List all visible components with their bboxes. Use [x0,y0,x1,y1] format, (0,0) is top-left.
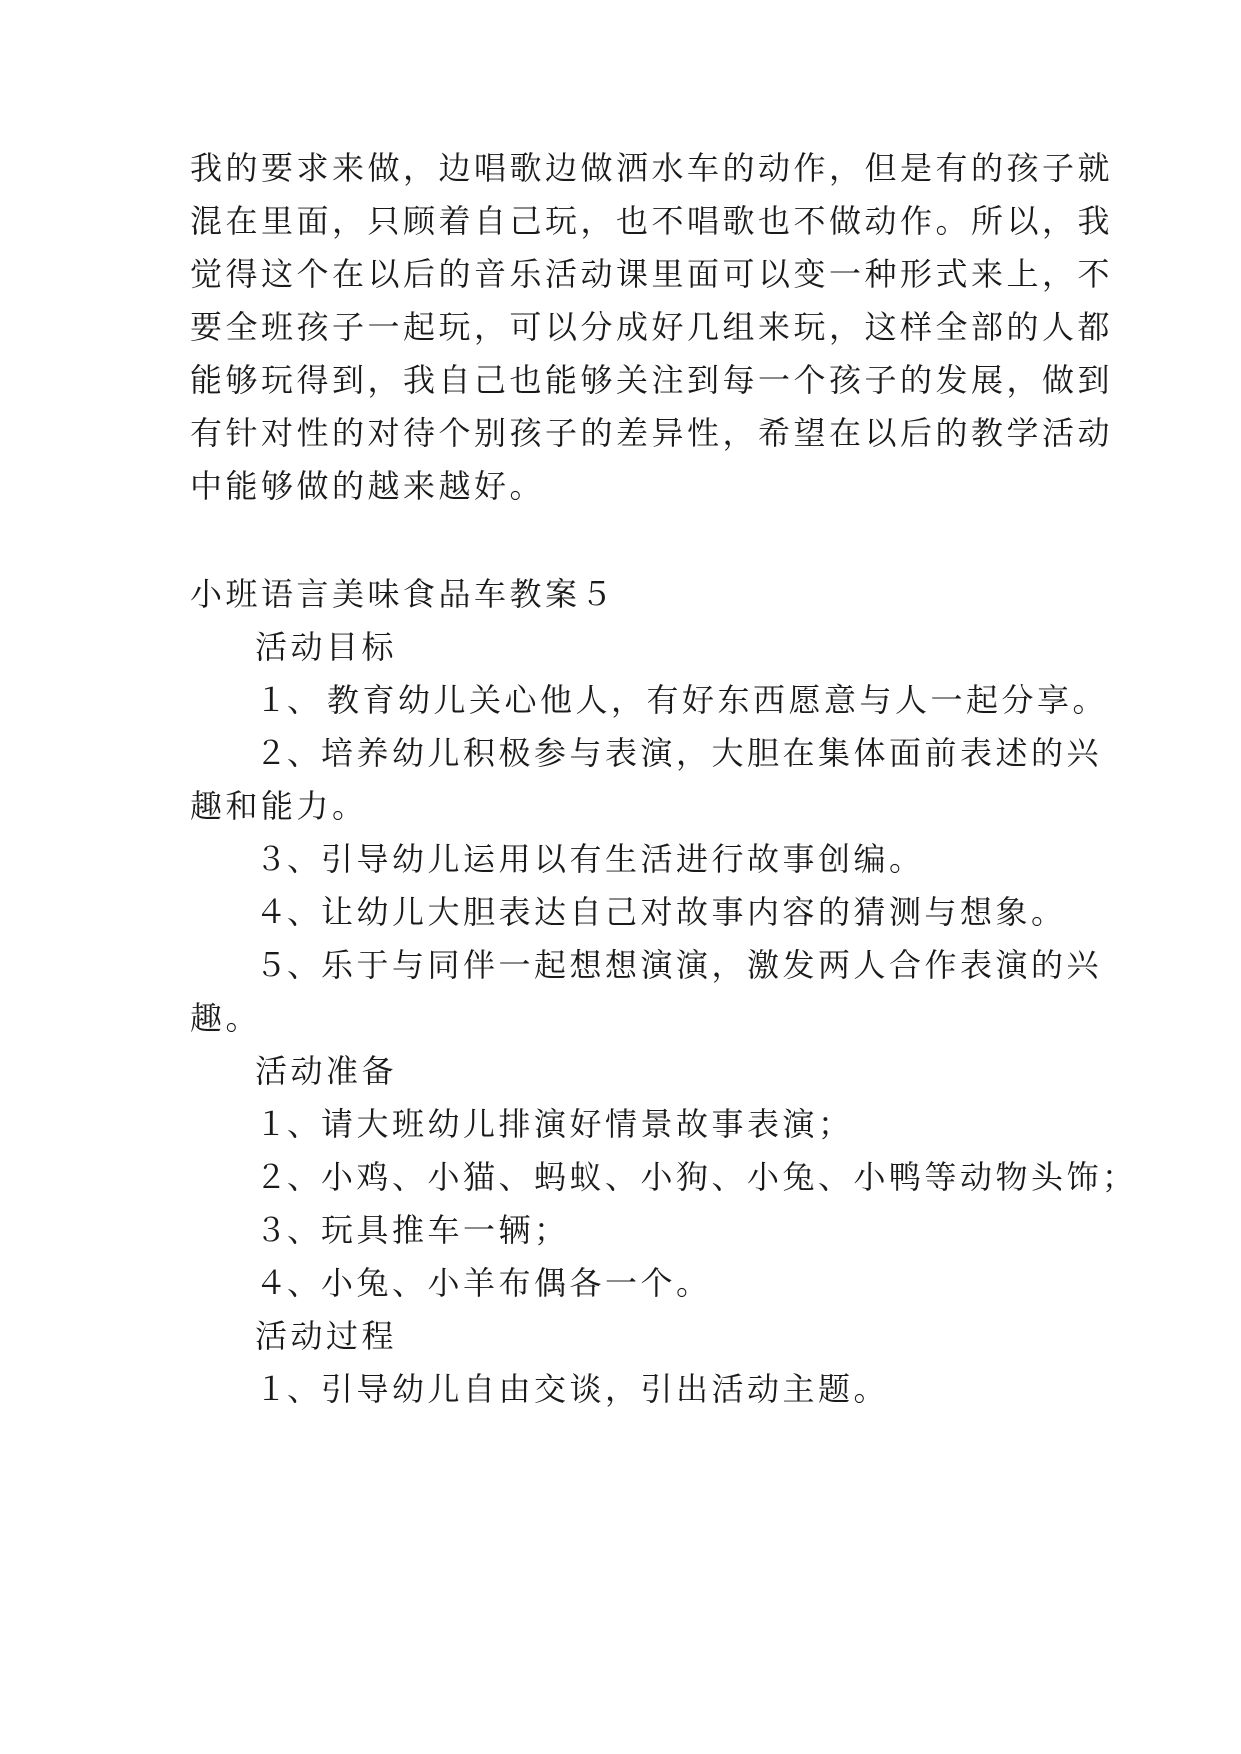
prep-text: 小兔、小羊布偶各一个。 [321,1264,712,1302]
goal-number: ３、 [255,840,320,878]
paragraph-line: 觉得这个在以后的音乐活动课里面可以变一种形式来上，不 [190,255,1114,293]
paragraph-line: 有针对性的对待个别孩子的差异性，希望在以后的教学活动 [190,414,1114,452]
goal-text: 教育幼儿关心他人，有好东西愿意与人一起分享。 [327,681,1109,719]
paragraph-line: 混在里面，只顾着自己玩，也不唱歌也不做动作。所以，我 [190,202,1114,240]
process-item [255,1369,889,1409]
goal-item [255,733,1102,773]
goal-number: １、 [255,681,320,719]
paragraph-line: 要全班孩子一起玩，可以分成好几组来玩，这样全部的人都 [190,308,1114,346]
goals-heading: 活动目标 [255,628,398,666]
goal-continuation: 趣。 [190,999,262,1037]
goal-item [255,680,1108,720]
prep-text: 玩具推车一辆； [321,1211,570,1249]
paragraph-line: 中能够做的越来越好。 [190,467,546,505]
process-number: １、 [255,1370,320,1408]
prep-number: １、 [255,1105,320,1143]
paragraph-line: 我的要求来做，边唱歌边做洒水车的动作，但是有的孩子就 [190,149,1114,187]
prep-number: ４、 [255,1264,320,1302]
process-text: 引导幼儿自由交谈，引出活动主题。 [321,1370,890,1408]
prep-item [255,1263,712,1303]
prep-item [255,1157,1138,1197]
process-heading: 活动过程 [255,1317,398,1355]
prep-item [255,1210,570,1250]
goal-text: 引导幼儿运用以有生活进行故事创编。 [321,840,925,878]
paragraph-line: 能够玩得到，我自己也能够关注到每一个孩子的发展，做到 [190,361,1114,399]
goal-text: 乐于与同伴一起想想演演，激发两人合作表演的兴 [321,946,1103,984]
goal-number: ４、 [255,893,320,931]
goal-continuation: 趣和能力。 [190,787,368,825]
goal-item [255,892,1067,932]
goal-number: ５、 [255,946,320,984]
goal-item [255,945,1102,985]
prep-number: ３、 [255,1211,320,1249]
goal-text: 让幼儿大胆表达自己对故事内容的猜测与想象。 [321,893,1067,931]
prep-item [255,1104,854,1144]
prep-text: 请大班幼儿排演好情景故事表演； [321,1105,854,1143]
prep-text: 小鸡、小猫、蚂蚁、小狗、小兔、小鸭等动物头饰； [321,1158,1138,1196]
prep-heading: 活动准备 [255,1052,398,1090]
prep-number: ２、 [255,1158,320,1196]
goal-item [255,839,925,879]
goal-number: ２、 [255,734,320,772]
goal-text: 培养幼儿积极参与表演，大胆在集体面前表述的兴 [321,734,1103,772]
section-title: 小班语言美味食品车教案５ [190,575,617,613]
